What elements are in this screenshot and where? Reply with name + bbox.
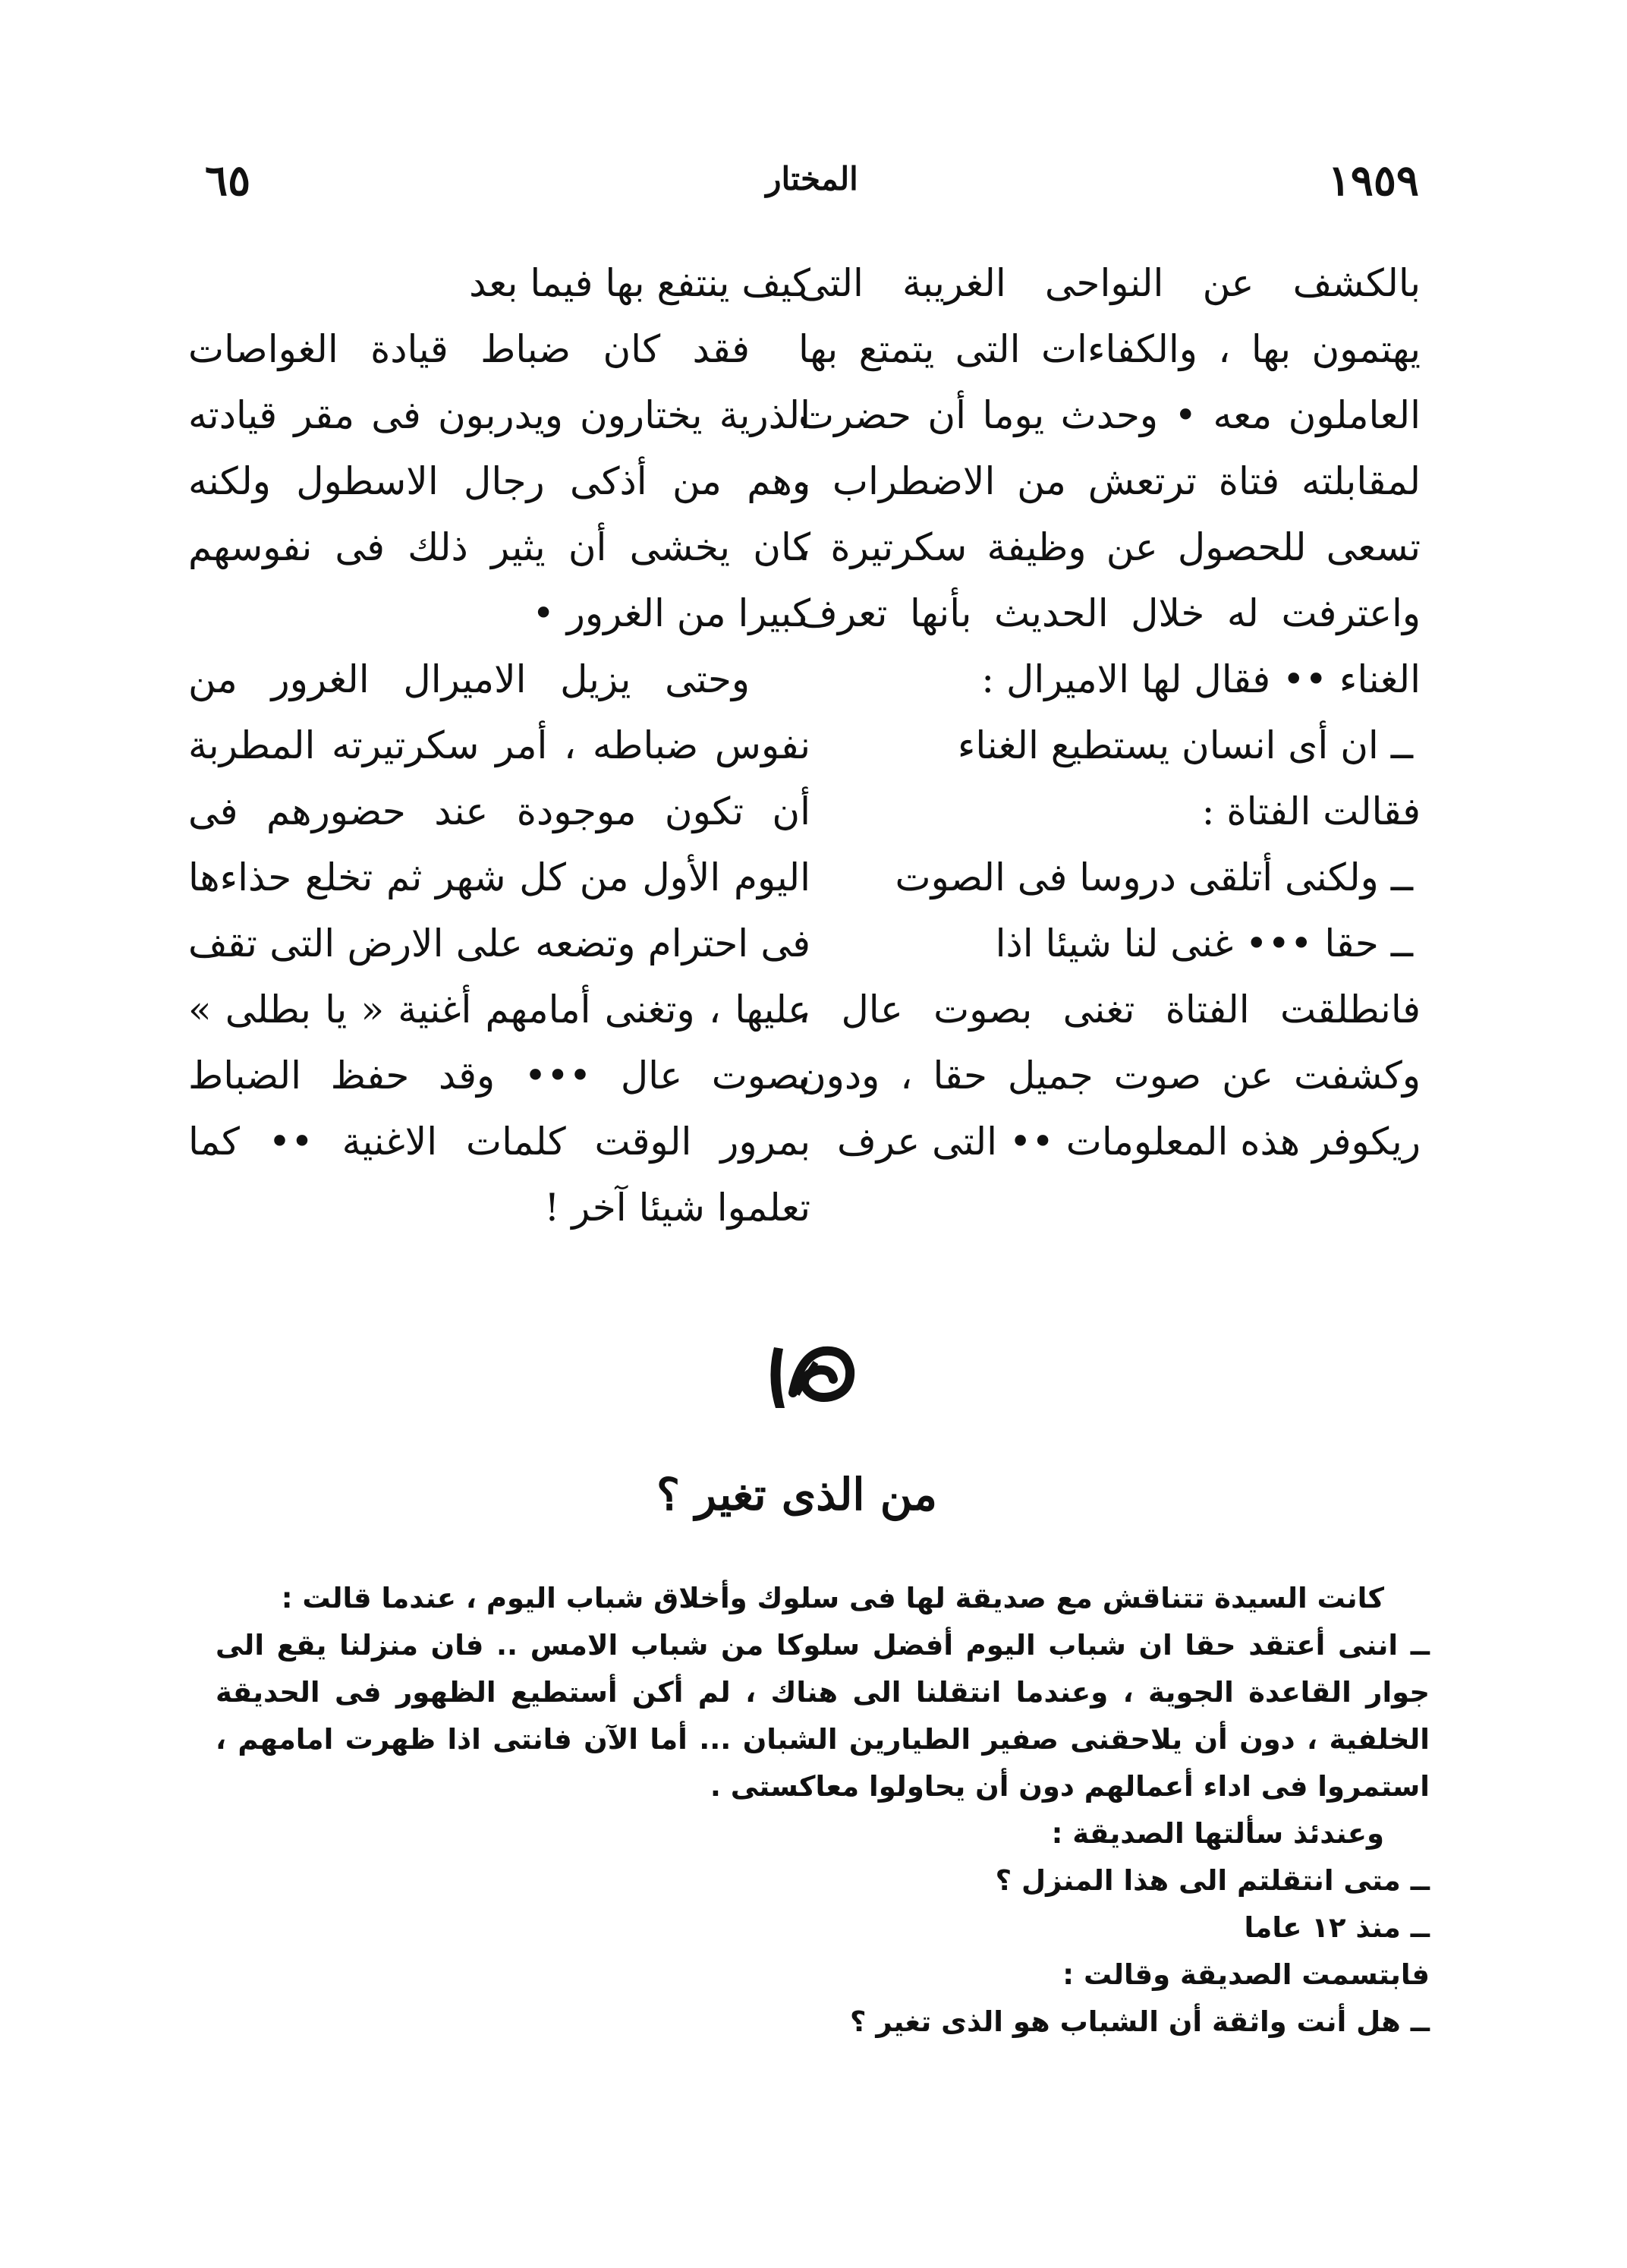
dialogue-line: ــ ولكنى أتلقى دروسا فى الصوت [895,855,1413,899]
paragraph: بالكشف عن النواحى الغريبة التى يهتمون بها ، والكفاءات التى يتمتع بها العاملون معه • وحدث يوما أن حضرت لمقابلته فتاة ترتعش من الاضطراب ، تسعى للحصول عن وظيفة سكرتيرة ، واعترفت له خلال الحديث بأنها تعرف الغناء •• فقال لها الاميرال : [798,261,1421,701]
paragraph: فقالت الفتاة : [1201,789,1421,833]
story-paragraph: فابتسمت الصديقة وقالت : [1062,1958,1430,1991]
paragraph: وحتى يزيل الاميرال الغرور من نفوس ضباطه ، أمر سكرتيرته المطربة أن تكون موجودة عند حضورهم فى اليوم الأول من كل شهر ثم تخلع حذاءها فى احترام وتضعه على الارض التى تقف عليها ، وتغنى أمامهم أغنية « يا بطلى » بصوت عال ••• وقد حفظ الضباط بمرور الوقت كلمات الاغنية •• كما تعلموا شيئا آخر ! [188,657,810,1230]
paragraph: كيف ينتفع بها فيما بعد [469,261,810,305]
paragraph: فانطلقت الفتاة تغنى بصوت عال ، وكشفت عن صوت جميل حقا ، ودون ريكوفر هذه المعلومات •• التى عرف [798,988,1421,1164]
story-paragraph: ــ منذ ١٢ عاما [1244,1911,1430,1944]
story-paragraph: وعندئذ سألتها الصديقة : [1051,1817,1384,1850]
story-body [216,1575,1430,2046]
dialogue-line: ــ حقا ••• غنى لنا شيئا اذا [995,921,1413,965]
paragraph: فقد كان ضباط قيادة الغواصات الذرية يختارون ويدربون فى مقر قيادته وهم من أذكى رجال الاسطول ولكنه كان يخشى أن يثير ذلك فى نفوسهم كبيرا من الغرور • [188,327,810,635]
page-number: ٦٥ [205,156,251,206]
story-paragraph: كانت السيدة تتناقش مع صديقة لها فى سلوك وأخلاق شباب اليوم ، عندما قالت : [281,1582,1384,1614]
right-column [798,250,1421,1252]
page-header [205,156,1419,216]
section-divider-ornament [759,1332,865,1416]
story-title: من الذى تغير ؟ [656,1469,937,1520]
left-column [188,250,810,1252]
story-paragraph: ــ متى انتقلتم الى هذا المنزل ؟ [995,1864,1430,1897]
magazine-title: المختار [766,160,858,197]
issue-year: ١٩٥٩ [1327,156,1419,206]
story-paragraph: ــ هل أنت واثقة أن الشباب هو الذى تغير ؟ [849,2005,1430,2038]
story-paragraph: ــ اننى أعتقد حقا ان شباب اليوم أفضل سلوكا من شباب الامس .. فان منزلنا يقع الى جوار القاعدة الجوية ، وعندما انتقلنا الى هناك ، لم أكن أستطيع الظهور فى الحديقة الخلفية ، دون أن يلاحقنى صفير الطيارين الشبان ... أما الآن فانتى اذا ظهرت امامهم ، استمروا فى اداء أعمالهم دون أن يحاولوا معاكستى . [216,1629,1430,1803]
dialogue-line: ــ ان أى انسان يستطيع الغناء [957,723,1413,767]
